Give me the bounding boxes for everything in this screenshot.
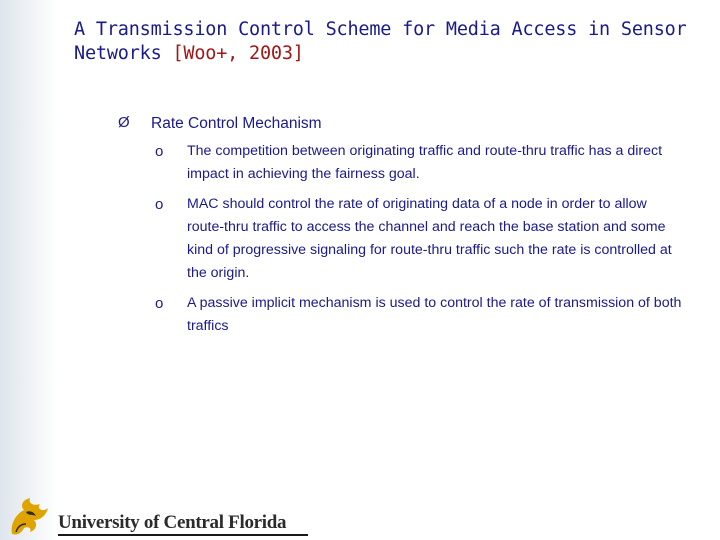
circle-bullet-icon: o [155, 295, 164, 312]
title-main: A Transmission Control Scheme for Media Access in Sensor Networks [74, 19, 687, 64]
university-name: University of Central Florida [58, 512, 287, 533]
sub-bullet-text: MAC should control the rate of originating data of a node in order to allow route-thru traffic to access the channel and reach the base station and some kind of progressive signaling for route-thru traffic such the rate is controlled at the origin. [187, 196, 672, 281]
sub-bullet-text: The competition between originating traffic and route-thru traffic has a direct impact in achieving the fairness goal. [187, 143, 663, 182]
sub-bullet-text: A passive implicit mechanism is used to control the rate of transmission of both traffics [187, 295, 682, 334]
sub-bullet-item [118, 292, 688, 338]
bullet-heading: Rate Control Mechanism [151, 115, 322, 132]
slide-content [118, 114, 688, 345]
logo-underline [58, 534, 308, 536]
left-gradient-bar [0, 0, 58, 540]
sub-bullet-item [118, 193, 688, 285]
arrow-bullet-icon: Ø [118, 114, 130, 131]
circle-bullet-icon: o [155, 143, 164, 160]
slide-title [74, 18, 694, 66]
sub-bullet-item [118, 140, 688, 186]
pegasus-icon [6, 496, 52, 540]
ucf-logo [6, 496, 316, 540]
bullet-level1 [118, 114, 688, 138]
sub-bullet-list [118, 140, 688, 338]
circle-bullet-icon: o [155, 196, 164, 213]
title-citation: [Woo+, 2003] [172, 43, 304, 64]
